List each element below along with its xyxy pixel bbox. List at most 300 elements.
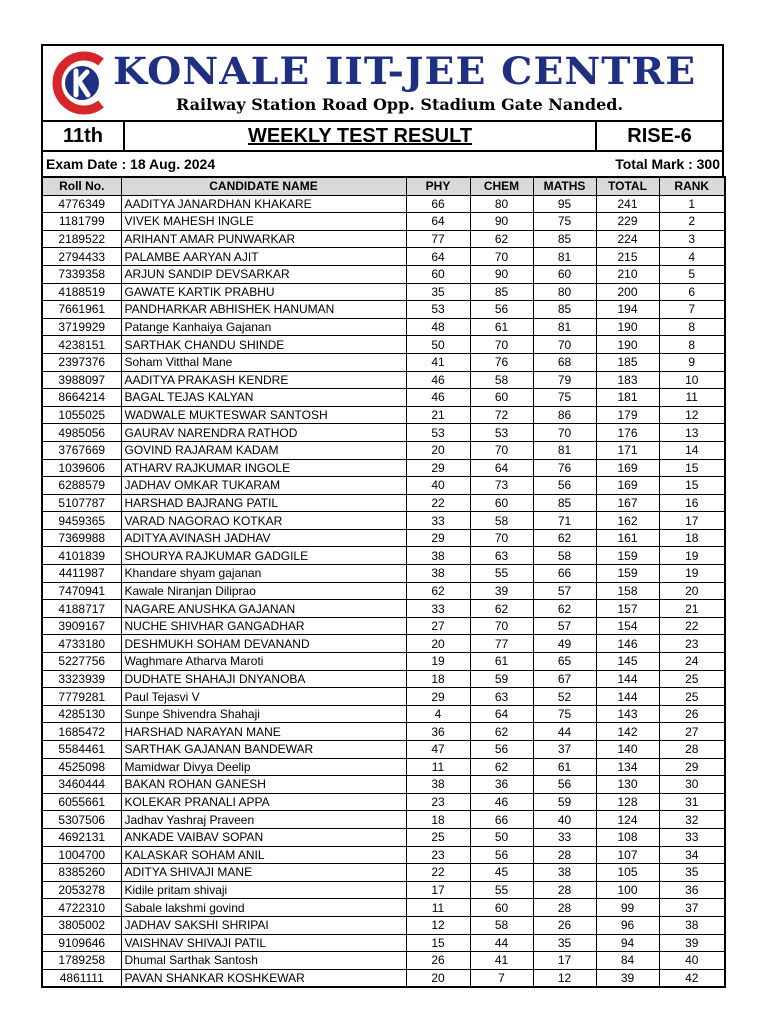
cell-phy: 46 [406,371,470,389]
table-row [42,952,725,970]
cell-rank: 25 [659,670,725,688]
cell-rank: 19 [659,565,725,583]
cell-roll-no: 1004700 [42,846,121,864]
table-body [42,195,725,987]
table-row [42,230,725,248]
cell-roll-no: 9109646 [42,934,121,952]
cell-total: 134 [596,758,659,776]
cell-candidate-name: VARAD NAGORAO KOTKAR [121,512,406,530]
cell-phy: 21 [406,406,470,424]
cell-total: 96 [596,916,659,934]
cell-total: 162 [596,512,659,530]
cell-total: 215 [596,248,659,266]
cell-maths: 57 [533,617,596,635]
table-row [42,248,725,266]
cell-total: 144 [596,688,659,706]
cell-roll-no: 4861111 [42,969,121,987]
cell-total: 146 [596,635,659,653]
cell-candidate-name: Sabale lakshmi govind [121,899,406,917]
table-row [42,758,725,776]
cell-maths: 58 [533,547,596,565]
cell-total: 190 [596,318,659,336]
table-row [42,301,725,319]
cell-total: 241 [596,195,659,213]
cell-rank: 27 [659,723,725,741]
cell-total: 183 [596,371,659,389]
cell-rank: 19 [659,547,725,565]
cell-rank: 39 [659,934,725,952]
cell-chem: 60 [470,899,533,917]
cell-phy: 38 [406,547,470,565]
cell-chem: 70 [470,248,533,266]
cell-candidate-name: NAGARE ANUSHKA GAJANAN [121,600,406,618]
cell-chem: 70 [470,441,533,459]
cell-maths: 28 [533,846,596,864]
cell-chem: 60 [470,494,533,512]
table-row [42,353,725,371]
cell-roll-no: 8664214 [42,389,121,407]
cell-rank: 21 [659,600,725,618]
cell-chem: 90 [470,213,533,231]
cell-phy: 29 [406,529,470,547]
results-table [41,176,726,988]
table-row [42,512,725,530]
cell-roll-no: 7339358 [42,265,121,283]
cell-total: 181 [596,389,659,407]
cell-candidate-name: SHOURYA RAJKUMAR GADGILE [121,547,406,565]
cell-candidate-name: HARSHAD NARAYAN MANE [121,723,406,741]
cell-roll-no: 6288579 [42,477,121,495]
cell-phy: 41 [406,353,470,371]
cell-total: 99 [596,899,659,917]
cell-phy: 40 [406,477,470,495]
cell-maths: 85 [533,230,596,248]
cell-roll-no: 2794433 [42,248,121,266]
cell-rank: 10 [659,371,725,389]
cell-maths: 33 [533,828,596,846]
cell-total: 154 [596,617,659,635]
table-row [42,565,725,583]
cell-candidate-name: Patange Kanhaiya Gajanan [121,318,406,336]
cell-chem: 76 [470,353,533,371]
cell-roll-no: 4525098 [42,758,121,776]
table-row [42,600,725,618]
cell-candidate-name: BAGAL TEJAS KALYAN [121,389,406,407]
cell-roll-no: 3909167 [42,617,121,635]
cell-total: 161 [596,529,659,547]
cell-chem: 90 [470,265,533,283]
cell-phy: 38 [406,776,470,794]
cell-candidate-name: Soham Vitthal Mane [121,353,406,371]
institute-address: Railway Station Road Opp. Stadium Gate Nanded. [176,95,624,114]
cell-roll-no: 5107787 [42,494,121,512]
cell-chem: 62 [470,758,533,776]
cell-maths: 38 [533,864,596,882]
cell-phy: 20 [406,969,470,987]
cell-phy: 50 [406,336,470,354]
cell-maths: 65 [533,653,596,671]
cell-chem: 50 [470,828,533,846]
cell-phy: 17 [406,881,470,899]
table-row [42,529,725,547]
cell-maths: 17 [533,952,596,970]
cell-candidate-name: ADITYA SHIVAJI MANE [121,864,406,882]
cell-maths: 75 [533,389,596,407]
title-row [41,120,724,152]
table-row [42,811,725,829]
cell-chem: 62 [470,723,533,741]
cell-roll-no: 2397376 [42,353,121,371]
cell-maths: 49 [533,635,596,653]
cell-total: 128 [596,793,659,811]
table-row [42,653,725,671]
table-row [42,705,725,723]
cell-candidate-name: Mamidwar Divya Deelip [121,758,406,776]
cell-total: 159 [596,547,659,565]
table-row [42,635,725,653]
cell-chem: 77 [470,635,533,653]
cell-roll-no: 4985056 [42,424,121,442]
cell-chem: 45 [470,864,533,882]
cell-roll-no: 1039606 [42,459,121,477]
cell-total: 142 [596,723,659,741]
cell-maths: 80 [533,283,596,301]
table-row [42,459,725,477]
cell-rank: 9 [659,353,725,371]
cell-chem: 56 [470,846,533,864]
cell-rank: 26 [659,705,725,723]
cell-candidate-name: ADITYA AVINASH JADHAV [121,529,406,547]
cell-candidate-name: PANDHARKAR ABHISHEK HANUMAN [121,301,406,319]
cell-roll-no: 4238151 [42,336,121,354]
table-row [42,477,725,495]
cell-roll-no: 7470941 [42,582,121,600]
table-row [42,899,725,917]
cell-phy: 29 [406,459,470,477]
cell-chem: 80 [470,195,533,213]
cell-chem: 61 [470,653,533,671]
cell-maths: 86 [533,406,596,424]
cell-rank: 36 [659,881,725,899]
cell-chem: 64 [470,705,533,723]
cell-rank: 42 [659,969,725,987]
cell-candidate-name: Kidile pritam shivaji [121,881,406,899]
cell-maths: 57 [533,582,596,600]
cell-maths: 62 [533,529,596,547]
cell-phy: 77 [406,230,470,248]
cell-phy: 11 [406,899,470,917]
cell-phy: 11 [406,758,470,776]
cell-phy: 53 [406,301,470,319]
cell-candidate-name: VAISHNAV SHIVAJI PATIL [121,934,406,952]
cell-rank: 17 [659,512,725,530]
cell-candidate-name: Paul Tejasvi V [121,688,406,706]
cell-roll-no: 3460444 [42,776,121,794]
table-row [42,793,725,811]
cell-candidate-name: NUCHE SHIVHAR GANGADHAR [121,617,406,635]
cell-total: 108 [596,828,659,846]
cell-roll-no: 1055025 [42,406,121,424]
table-row [42,318,725,336]
cell-rank: 12 [659,406,725,424]
table-row [42,828,725,846]
cell-roll-no: 7661961 [42,301,121,319]
table-row [42,195,725,213]
col-rank: RANK [659,177,725,195]
cell-roll-no: 2053278 [42,881,121,899]
cell-maths: 81 [533,318,596,336]
cell-phy: 27 [406,617,470,635]
cell-maths: 60 [533,265,596,283]
cell-total: 130 [596,776,659,794]
cell-maths: 85 [533,301,596,319]
cell-roll-no: 3323939 [42,670,121,688]
cell-maths: 26 [533,916,596,934]
table-row [42,688,725,706]
cell-chem: 85 [470,283,533,301]
cell-rank: 22 [659,617,725,635]
cell-roll-no: 3805002 [42,916,121,934]
cell-chem: 61 [470,318,533,336]
cell-phy: 29 [406,688,470,706]
cell-maths: 62 [533,600,596,618]
cell-total: 143 [596,705,659,723]
cell-chem: 56 [470,301,533,319]
cell-total: 94 [596,934,659,952]
cell-candidate-name: AADITYA PRAKASH KENDRE [121,371,406,389]
cell-maths: 56 [533,776,596,794]
cell-roll-no: 1789258 [42,952,121,970]
cell-candidate-name: SARTHAK GAJANAN BANDEWAR [121,741,406,759]
col-candidate-name: CANDIDATE NAME [121,177,406,195]
cell-maths: 75 [533,213,596,231]
cell-roll-no: 9459365 [42,512,121,530]
cell-maths: 28 [533,899,596,917]
cell-maths: 44 [533,723,596,741]
cell-maths: 71 [533,512,596,530]
cell-maths: 12 [533,969,596,987]
cell-total: 140 [596,741,659,759]
cell-total: 224 [596,230,659,248]
cell-candidate-name: Jadhav Yashraj Praveen [121,811,406,829]
cell-chem: 39 [470,582,533,600]
col-chem: CHEM [470,177,533,195]
cell-candidate-name: WADWALE MUKTESWAR SANTOSH [121,406,406,424]
cell-candidate-name: PAVAN SHANKAR KOSHKEWAR [121,969,406,987]
cell-phy: 18 [406,670,470,688]
cell-rank: 2 [659,213,725,231]
table-row [42,424,725,442]
cell-roll-no: 6055661 [42,793,121,811]
cell-chem: 59 [470,670,533,688]
cell-candidate-name: VIVEK MAHESH INGLE [121,213,406,231]
cell-chem: 63 [470,547,533,565]
cell-candidate-name: Sunpe Shivendra Shahaji [121,705,406,723]
cell-roll-no: 4733180 [42,635,121,653]
cell-roll-no: 4188519 [42,283,121,301]
cell-rank: 4 [659,248,725,266]
cell-roll-no: 1181799 [42,213,121,231]
cell-rank: 37 [659,899,725,917]
cell-maths: 37 [533,741,596,759]
cell-maths: 70 [533,424,596,442]
cell-rank: 15 [659,459,725,477]
table-row [42,670,725,688]
cell-total: 169 [596,459,659,477]
cell-roll-no: 8385260 [42,864,121,882]
cell-chem: 53 [470,424,533,442]
table-row [42,213,725,231]
cell-chem: 63 [470,688,533,706]
cell-phy: 53 [406,424,470,442]
cell-maths: 95 [533,195,596,213]
cell-phy: 33 [406,600,470,618]
cell-rank: 29 [659,758,725,776]
cell-rank: 24 [659,653,725,671]
cell-phy: 12 [406,916,470,934]
cell-chem: 64 [470,459,533,477]
cell-total: 105 [596,864,659,882]
cell-candidate-name: ATHARV RAJKUMAR INGOLE [121,459,406,477]
cell-candidate-name: GAURAV NARENDRA RATHOD [121,424,406,442]
cell-rank: 18 [659,529,725,547]
cell-candidate-name: ANKADE VAIBAV SOPAN [121,828,406,846]
cell-rank: 30 [659,776,725,794]
cell-candidate-name: Waghmare Atharva Maroti [121,653,406,671]
cell-chem: 62 [470,600,533,618]
table-row [42,494,725,512]
cell-maths: 68 [533,353,596,371]
cell-roll-no: 3988097 [42,371,121,389]
cell-rank: 32 [659,811,725,829]
cell-total: 144 [596,670,659,688]
col-total: TOTAL [596,177,659,195]
table-row [42,741,725,759]
cell-maths: 56 [533,477,596,495]
total-mark: Total Mark : 300 [615,156,720,172]
cell-total: 157 [596,600,659,618]
cell-chem: 44 [470,934,533,952]
cell-phy: 66 [406,195,470,213]
cell-phy: 64 [406,248,470,266]
cell-phy: 47 [406,741,470,759]
cell-rank: 1 [659,195,725,213]
cell-rank: 38 [659,916,725,934]
cell-roll-no: 3719929 [42,318,121,336]
cell-chem: 58 [470,371,533,389]
cell-rank: 28 [659,741,725,759]
cell-chem: 70 [470,336,533,354]
cell-roll-no: 7369988 [42,529,121,547]
cell-total: 84 [596,952,659,970]
cell-total: 158 [596,582,659,600]
cell-total: 124 [596,811,659,829]
table-row [42,406,725,424]
table-row [42,582,725,600]
cell-phy: 48 [406,318,470,336]
cell-roll-no: 4188717 [42,600,121,618]
cell-phy: 22 [406,864,470,882]
cell-chem: 70 [470,617,533,635]
cell-maths: 75 [533,705,596,723]
table-row [42,846,725,864]
cell-chem: 41 [470,952,533,970]
cell-phy: 35 [406,283,470,301]
cell-maths: 28 [533,881,596,899]
cell-phy: 36 [406,723,470,741]
cell-chem: 36 [470,776,533,794]
cell-phy: 60 [406,265,470,283]
cell-candidate-name: GOVIND RAJARAM KADAM [121,441,406,459]
table-row [42,864,725,882]
cell-phy: 25 [406,828,470,846]
cell-roll-no: 4411987 [42,565,121,583]
cell-total: 100 [596,881,659,899]
cell-phy: 62 [406,582,470,600]
cell-rank: 8 [659,336,725,354]
cell-roll-no: 4101839 [42,547,121,565]
table-row [42,617,725,635]
table-row [42,265,725,283]
table-row [42,283,725,301]
cell-phy: 64 [406,213,470,231]
cell-chem: 60 [470,389,533,407]
cell-maths: 79 [533,371,596,389]
cell-roll-no: 4692131 [42,828,121,846]
table-header-row [42,177,725,195]
cell-chem: 55 [470,565,533,583]
cell-candidate-name: AADITYA JANARDHAN KHAKARE [121,195,406,213]
table-row [42,547,725,565]
cell-maths: 70 [533,336,596,354]
cell-phy: 33 [406,512,470,530]
cell-candidate-name: BAKAN ROHAN GANESH [121,776,406,794]
cell-chem: 7 [470,969,533,987]
col-roll-no: Roll No. [42,177,121,195]
cell-maths: 35 [533,934,596,952]
cell-phy: 18 [406,811,470,829]
cell-maths: 61 [533,758,596,776]
cell-rank: 34 [659,846,725,864]
cell-rank: 15 [659,477,725,495]
cell-phy: 26 [406,952,470,970]
cell-roll-no: 3767669 [42,441,121,459]
cell-total: 185 [596,353,659,371]
institute-banner [41,44,724,120]
cell-maths: 67 [533,670,596,688]
cell-roll-no: 5584461 [42,741,121,759]
cell-roll-no: 5307506 [42,811,121,829]
cell-rank: 23 [659,635,725,653]
cell-candidate-name: Dhumal Sarthak Santosh [121,952,406,970]
table-row [42,881,725,899]
cell-candidate-name: KOLEKAR PRANALI APPA [121,793,406,811]
cell-maths: 76 [533,459,596,477]
batch-label: RISE-6 [595,122,722,150]
cell-candidate-name: HARSHAD BAJRANG PATIL [121,494,406,512]
cell-candidate-name: GAWATE KARTIK PRABHU [121,283,406,301]
cell-chem: 62 [470,230,533,248]
cell-chem: 46 [470,793,533,811]
konale-k-logo-icon [49,50,115,116]
cell-phy: 46 [406,389,470,407]
cell-candidate-name: PALAMBE AARYAN AJIT [121,248,406,266]
cell-total: 194 [596,301,659,319]
cell-maths: 66 [533,565,596,583]
cell-phy: 4 [406,705,470,723]
cell-total: 200 [596,283,659,301]
table-row [42,336,725,354]
